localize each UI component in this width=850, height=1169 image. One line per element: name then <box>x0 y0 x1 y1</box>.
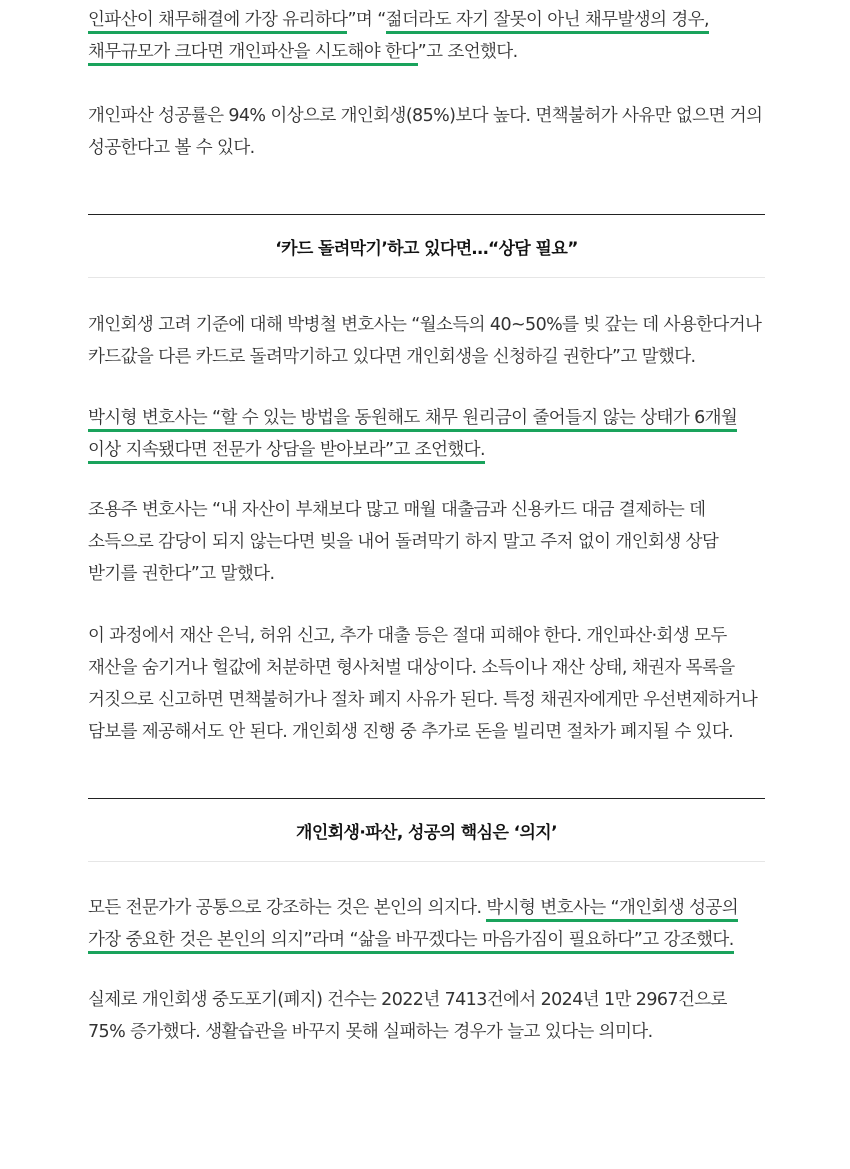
highlighted-text: 박시형 변호사는 “개인회생 성공의 가장 중요한 것은 본인의 의지”라며 “삶을 바꾸겠다는 마음가짐이 필요하다”고 강조했다. <box>88 898 738 954</box>
section-title: 개인회생·파산, 성공의 핵심은 ‘의지’ <box>296 822 557 843</box>
section-heading-card-rollover <box>88 214 765 278</box>
highlighted-text: 인파산이 채무해결에 가장 유리하다 <box>88 10 347 34</box>
plain-text: ”며 “ <box>347 10 386 30</box>
paragraph-rehab-criteria: 개인회생 고려 기준에 대해 박병철 변호사는 “월소득의 40~50%를 빚 갚는 데 사용한다거나 카드값을 다른 카드로 돌려막기하고 있다면 개인회생을 신청하길 권한다”고 말했다. <box>88 315 762 367</box>
paragraph-park-advice <box>88 402 765 466</box>
section-heading-will <box>88 798 765 862</box>
paragraph-warnings: 이 과정에서 재산 은닉, 허위 신고, 추가 대출 등은 절대 피해야 한다. 개인파산·회생 모두 재산을 숨기거나 헐값에 처분하면 형사처벌 대상이다. 소득이나 재산 상태, 채권자 목록을 거짓으로 신고하면 면책불허가나 절차 폐지 사유가 된다. 특정 채권자에게만 우선변제하거나 담보를 제공해서도 안 된다. 개인회생 진행 중 추가로 돈을 빌리면 절차가 폐지될 수 있다. <box>88 626 758 742</box>
paragraph-dropout-stats: 실제로 개인회생 중도포기(폐지) 건수는 2022년 7413건에서 2024년 1만 2967건으로 75% 증가했다. 생활습관을 바꾸지 못해 실패하는 경우가 늘고 있다는 의미다. <box>88 990 727 1042</box>
paragraph-cho-advice: 조용주 변호사는 “내 자산이 부채보다 많고 매월 대출금과 신용카드 대금 결제하는 데 소득으로 감당이 되지 않는다면 빚을 내어 돌려막기 하지 말고 주저 없이 개인회생 상담 받기를 권한다”고 말했다. <box>88 500 719 584</box>
section-title: ‘카드 돌려막기’하고 있다면…“상담 필요” <box>275 238 578 259</box>
paragraph-intro-quote <box>88 4 765 68</box>
highlighted-text: 젊더라도 자기 잘못이 아닌 채무발생의 경우, 채무규모가 크다면 개인파산을 시도해야 한다 <box>88 10 709 66</box>
plain-text: 모든 전문가가 공통으로 강조하는 것은 본인의 의지다. <box>88 898 487 918</box>
plain-text: ”고 조언했다. <box>417 42 518 62</box>
article-body <box>88 0 765 1048</box>
paragraph-will-emphasis <box>88 892 765 956</box>
highlighted-text: 박시형 변호사는 “할 수 있는 방법을 동원해도 채무 원리금이 줄어들지 않는 상태가 6개월 이상 지속됐다면 전문가 상담을 받아보라”고 조언했다. <box>88 408 737 464</box>
paragraph-success-rate: 개인파산 성공률은 94% 이상으로 개인회생(85%)보다 높다. 면책불허가 사유만 없으면 거의 성공한다고 볼 수 있다. <box>88 106 763 158</box>
